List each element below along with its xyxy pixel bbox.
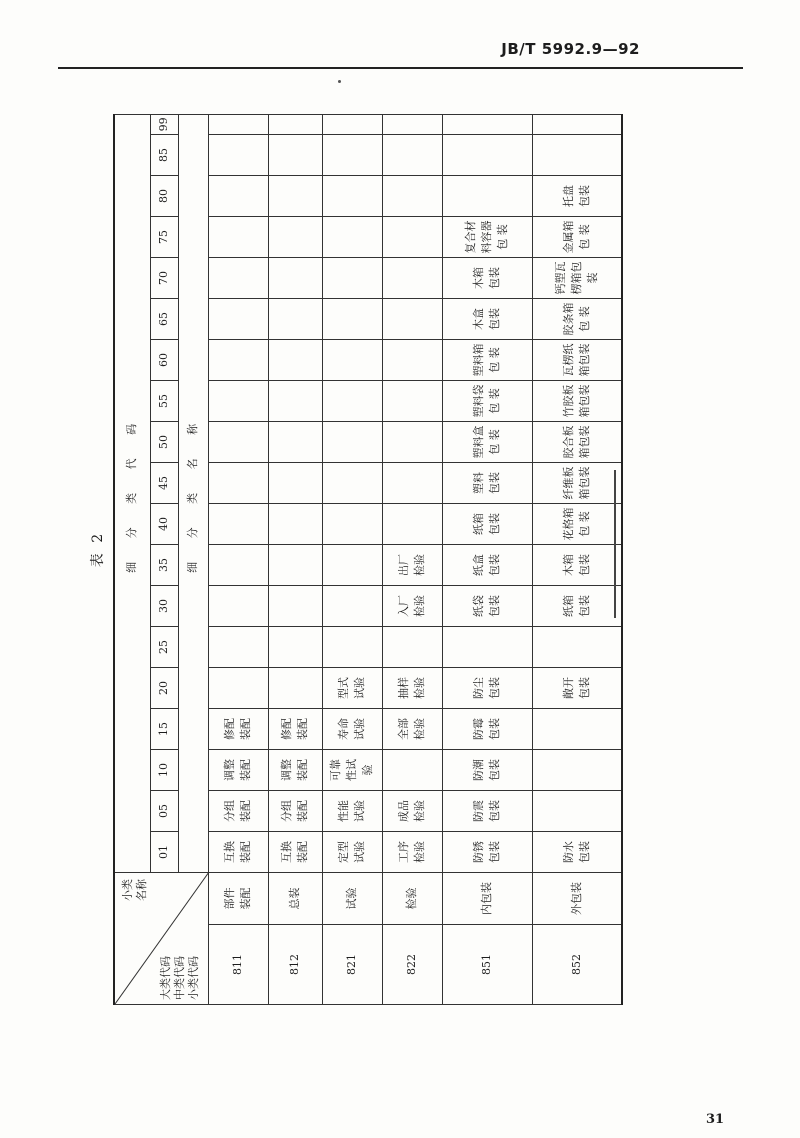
subclass-name-852: 外包装 [532,873,622,925]
empty-cell [208,504,268,545]
detail-code-20: 20 [150,668,178,709]
empty-cell [208,586,268,627]
category-cell-851-55: 塑料袋 包 装 [442,381,532,422]
category-cell-852-20: 敞开 包装 [532,668,622,709]
empty-cell [532,791,622,832]
empty-cell [322,340,382,381]
empty-cell [322,217,382,258]
header-rule [58,67,743,69]
category-cell-821-20: 型式 试验 [322,668,382,709]
category-cell-811-05: 分组 装配 [208,791,268,832]
category-cell-822-01: 工序 检验 [382,832,442,873]
category-cell-812-05: 分组 装配 [268,791,322,832]
category-cell-852-45: 纤维板 箱包装 [532,463,622,504]
category-cell-851-15: 防霉 包装 [442,709,532,750]
category-cell-822-30: 入厂 检验 [382,586,442,627]
detail-code-55: 55 [150,381,178,422]
category-cell-851-45: 塑料 包装 [442,463,532,504]
empty-cell [322,586,382,627]
subclass-code-811: 811 [208,925,268,1005]
detail-code-01: 01 [150,832,178,873]
subclass-name-811: 部件 装配 [208,873,268,925]
empty-cell [208,217,268,258]
empty-cell [442,627,532,668]
empty-cell [208,176,268,217]
empty-cell [268,258,322,299]
category-cell-811-01: 互换 装配 [208,832,268,873]
page-number: 31 [706,1112,725,1127]
detail-code-50: 50 [150,422,178,463]
empty-cell [442,114,532,134]
empty-cell [532,750,622,791]
empty-cell [268,463,322,504]
table-row [208,114,268,1004]
category-cell-852-65: 胶条箱 包 装 [532,299,622,340]
subclass-name-822: 检验 [382,873,442,925]
category-cell-821-10: 可靠 性试 验 [322,750,382,791]
empty-cell [268,299,322,340]
empty-cell [322,422,382,463]
category-cell-851-60: 塑料箱 包 装 [442,340,532,381]
empty-cell [442,135,532,176]
category-cell-852-80: 托盘 包装 [532,176,622,217]
category-cell-822-05: 成品 检验 [382,791,442,832]
empty-cell [382,422,442,463]
category-cell-811-10: 调整 装配 [208,750,268,791]
table-row [442,114,532,1004]
category-cell-852-75: 金属箱 包 装 [532,217,622,258]
table-row [322,114,382,1004]
detail-code-30: 30 [150,586,178,627]
empty-cell [208,135,268,176]
detail-code-10: 10 [150,750,178,791]
empty-cell [208,668,268,709]
detail-code-65: 65 [150,299,178,340]
empty-cell [208,340,268,381]
empty-cell [322,545,382,586]
detail-code-header: 细 分 类 代 码 [114,114,150,872]
subclass-code-852: 852 [532,925,622,1005]
category-cell-851-10: 防潮 包装 [442,750,532,791]
category-cell-822-15: 全部 检验 [382,709,442,750]
category-cell-812-15: 修配 装配 [268,709,322,750]
standard-code: JB/T 5992.9—92 [501,40,640,58]
empty-cell [268,340,322,381]
empty-cell [268,217,322,258]
empty-cell [532,709,622,750]
empty-cell [532,627,622,668]
category-cell-821-05: 性能 试验 [322,791,382,832]
category-cell-851-35: 纸盒 包装 [442,545,532,586]
detail-code-35: 35 [150,545,178,586]
subclass-name-851: 内包装 [442,873,532,925]
empty-cell [442,176,532,217]
subclass-code-821: 821 [322,925,382,1005]
scan-vertical-rule [614,470,616,618]
category-cell-852-55: 竹胶板 箱包装 [532,381,622,422]
empty-cell [382,299,442,340]
empty-cell [268,668,322,709]
detail-code-85: 85 [150,135,178,176]
empty-cell [532,114,622,134]
table-row [532,114,622,1004]
empty-cell [382,340,442,381]
detail-code-45: 45 [150,463,178,504]
table-row [382,114,442,1004]
empty-cell [322,463,382,504]
category-cell-852-35: 木箱 包装 [532,545,622,586]
category-cell-851-20: 防尘 包装 [442,668,532,709]
category-cell-852-01: 防水 包装 [532,832,622,873]
empty-cell [268,545,322,586]
empty-cell [322,627,382,668]
subclass-name-812: 总装 [268,873,322,925]
subclass-name-821: 试验 [322,873,382,925]
table-row [268,114,322,1004]
empty-cell [208,422,268,463]
detail-code-80: 80 [150,176,178,217]
empty-cell [322,381,382,422]
empty-cell [322,504,382,545]
category-cell-811-15: 修配 装配 [208,709,268,750]
empty-cell [322,258,382,299]
empty-cell [322,299,382,340]
empty-cell [208,381,268,422]
detail-code-40: 40 [150,504,178,545]
category-cell-851-65: 木盒 包装 [442,299,532,340]
empty-cell [208,258,268,299]
detail-code-99: 99 [150,114,178,134]
empty-cell [268,627,322,668]
empty-cell [208,114,268,134]
category-cell-822-20: 抽样 检验 [382,668,442,709]
category-cell-851-30: 纸袋 包装 [442,586,532,627]
empty-cell [382,627,442,668]
category-cell-851-75: 复合材 料容器 包 装 [442,217,532,258]
detail-code-05: 05 [150,791,178,832]
classification-table [113,114,623,1005]
category-cell-812-01: 互换 装配 [268,832,322,873]
empty-cell [268,381,322,422]
scan-dot [338,80,341,83]
category-cell-851-01: 防锈 包装 [442,832,532,873]
detail-code-70: 70 [150,258,178,299]
empty-cell [208,545,268,586]
empty-cell [268,586,322,627]
empty-cell [268,422,322,463]
subclass-code-812: 812 [268,925,322,1005]
category-cell-852-50: 胶合板 箱包装 [532,422,622,463]
corner-label-codes: 大类代码 中类代码 小类代码 [158,956,201,1000]
empty-cell [208,299,268,340]
category-cell-812-10: 调整 装配 [268,750,322,791]
detail-code-60: 60 [150,340,178,381]
table-title: 表 2 [90,530,106,568]
category-cell-851-05: 防震 包装 [442,791,532,832]
empty-cell [322,135,382,176]
category-cell-852-40: 花格箱 包 装 [532,504,622,545]
category-cell-852-60: 瓦楞纸 箱包装 [532,340,622,381]
table-corner-diagonal-cell [114,873,208,1005]
category-cell-852-30: 纸箱 包装 [532,586,622,627]
empty-cell [382,504,442,545]
category-cell-851-40: 纸箱 包装 [442,504,532,545]
empty-cell [268,114,322,134]
empty-cell [382,135,442,176]
empty-cell [208,627,268,668]
empty-cell [208,463,268,504]
empty-cell [268,135,322,176]
rotated-table-block [87,93,599,1005]
detail-code-25: 25 [150,627,178,668]
empty-cell [382,217,442,258]
empty-cell [322,176,382,217]
empty-cell [268,504,322,545]
empty-cell [268,176,322,217]
detail-code-15: 15 [150,709,178,750]
category-cell-851-70: 木箱 包装 [442,258,532,299]
empty-cell [382,114,442,134]
subclass-code-822: 822 [382,925,442,1005]
category-cell-822-35: 出厂 检验 [382,545,442,586]
empty-cell [382,176,442,217]
empty-cell [322,114,382,134]
detail-code-75: 75 [150,217,178,258]
empty-cell [382,750,442,791]
empty-cell [382,463,442,504]
empty-cell [532,135,622,176]
subclass-code-851: 851 [442,925,532,1005]
empty-cell [382,381,442,422]
empty-cell [382,258,442,299]
detail-name-header: 细 分 类 名 称 [178,114,208,872]
category-cell-821-01: 定型 试验 [322,832,382,873]
category-cell-851-50: 塑料盒 包 装 [442,422,532,463]
category-cell-852-70: 钙塑瓦 楞箱包 装 [532,258,622,299]
corner-label-name: 小类 名称 [121,879,149,901]
category-cell-821-15: 寿命 试验 [322,709,382,750]
